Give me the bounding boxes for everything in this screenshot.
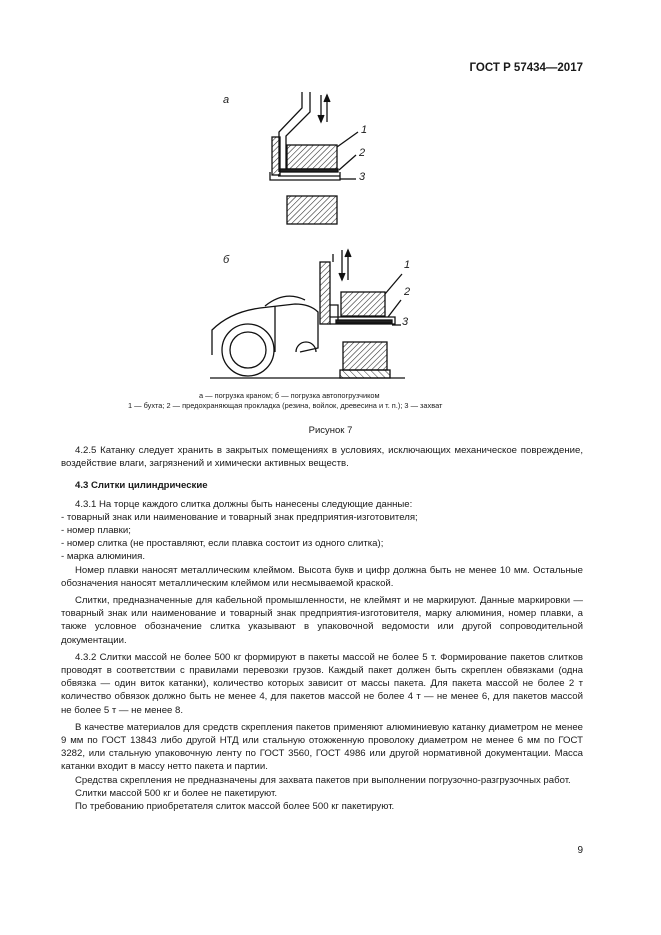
callout-a-3: 3	[359, 171, 366, 183]
paragraph-4-3-2: 4.3.2 Слитки массой не более 500 кг формируют в пакеты массой не более 5 т. Формирование пакетов слитков проводят в соответствии с правилами перевозки грузов. Каждый пакет должен быть скреплен обвязками (одна обвязка — один виток катанки), количество которых зависит от массы пакета. Для пакета массой не более 2 т количество обвязок должно быть не менее 4, для пакетов массой не более 4 т — не менее 6, для пакетов массой не более 5 т — не менее 8.	[61, 651, 583, 716]
paragraph-500kg: Слитки массой 500 кг и более не пакетируют.	[75, 787, 278, 799]
callout-b-3: 3	[402, 316, 409, 328]
label-b: б	[223, 254, 230, 266]
figure-legend-line-2: 1 — бухта; 2 — предохраняющая прокладка (резина, войлок, древесина и т. п.); 3 — захват	[128, 401, 443, 410]
figure-title: Рисунок 7	[308, 425, 353, 436]
paragraph-cable-ingots: Слитки, предназначенные для кабельной промышленности, не клеймят и не маркируют. Данные маркировки — товарный знак или наименование и товарный знак предприятия-изготовителя, марку алюминия, номер плавки, а также условное обозначение слитка указывают в упаковочной ведомости или другой сопроводительной документации.	[61, 595, 583, 646]
diagram-b-forklift	[210, 250, 405, 378]
callout-a-2: 2	[359, 147, 366, 159]
paragraph-4-2-5: 4.2.5 Катанку следует хранить в закрытых помещениях в условиях, исключающих механическое повреждение, воздействие влаги, загрязнений и химически активных веществ.	[61, 445, 583, 470]
page-number: 9	[577, 845, 583, 856]
figure-legend-line-1: а — погрузка краном; б — погрузка автопогрузчиком	[199, 391, 380, 400]
paragraph-fastening-means: Средства скрепления не предназначены для захвата пакетов при выполнении погрузочно-разгрузочных работ.	[75, 774, 571, 786]
section-heading-4-3: 4.3 Слитки цилиндрические	[75, 480, 208, 492]
list-item: - номер плавки;	[61, 525, 131, 537]
paragraph-on-request: По требованию приобретателя слиток массой более 500 кг пакетируют.	[75, 801, 395, 813]
paragraph-4-3-1: 4.3.1 На торце каждого слитка должны быть нанесены следующие данные:	[75, 498, 413, 510]
main-text	[61, 444, 583, 813]
figure-drawing	[0, 0, 661, 400]
list-item: - марка алюминия.	[61, 551, 146, 563]
paragraph-materials: В качестве материалов для средств скрепления пакетов применяют алюминиевую катанку диаметром не менее 9 мм по ГОСТ 13843 либо другой НТД или стальную отожженную проволоку диаметром не менее 6 мм по ГОСТ 3282, или стальную упаковочную ленту по ГОСТ 3560, ГОСТ 4986 или другой нормативной документации. Масса катанки входит в массу нетто пакета и партии.	[61, 721, 583, 773]
list-item: - товарный знак или наименование и товарный знак предприятия-изготовителя;	[61, 511, 418, 523]
callout-b-1: 1	[404, 259, 411, 271]
diagram-a-crane	[270, 92, 358, 224]
document-header: ГОСТ Р 57434—2017	[469, 62, 583, 74]
callout-a-1: 1	[361, 124, 368, 136]
figure-7	[0, 0, 661, 410]
label-a: а	[223, 94, 230, 106]
callout-b-2: 2	[404, 286, 411, 298]
paragraph-melt-number: Номер плавки наносят металлическим клеймом. Высота букв и цифр должна быть не менее 10 мм. Остальные обозначения наносят металлическим клеймом или несмываемой краской.	[61, 564, 583, 589]
list-item: - номер слитка (не проставляют, если плавка состоит из одного слитка);	[61, 538, 384, 550]
